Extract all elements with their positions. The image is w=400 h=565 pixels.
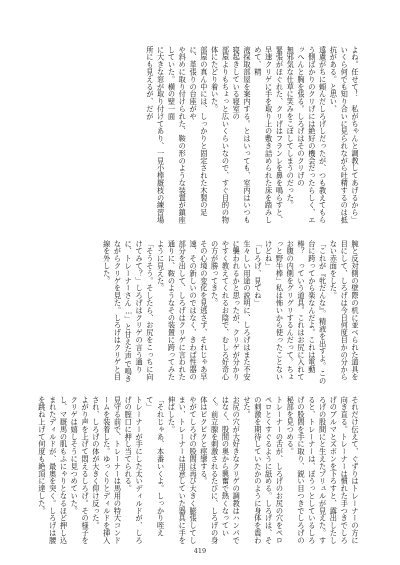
- paragraph: 「そうそう。そしたら、お尻をこっちに向けてみて？」しろげはクリゲの言う通りに、トレーナーさん…」と甘えた声で鳴きながらクリゲを見た。しろげはクリゲと目線を外した。: [102, 240, 155, 383]
- paragraph: トレーナーの舌が、しろげのお尻の穴をペロペロとくすぐるように舐める。しろげは、その刺激を期待していたかのように身体を震わせた。: [243, 396, 285, 544]
- text-column-top: [42, 46, 360, 224]
- paragraph: それだけ伝えて、ぐずりはトレーナーの方に向き直る。トレーナーは慣れた手つきでしろげのブルマとズボンを下ろすと、露出したしろげの股間にと生えたプリュルが見えた。すると、トレーナーは、ぼうっとしているしろげの股間を手に取り、鋭い目つきでしろげの秘部を見つめる。: [286, 396, 360, 544]
- paragraph: 「これが『牝だんな』。精液を出すよ。この台に跨ってから楽なんだよ。これは電動棒？ っていう道具。これはお尻に入れてお腹の内側をグリグリするんだって。ちょっと野牛棒」私は怖いから使ったことないけどね」: [264, 240, 328, 385]
- paragraph: その心境の変化を見逃さず、それじゃあ早速、その新しいのではなく、きわば性器の部分を出して、しろげはクリゲに言われた通りに、鞍のようなその装置に跨ってみたように見えた。: [156, 240, 209, 381]
- paragraph: 部屋の真ん中には、しっかりと固定された木製の足に、革張りの台座がや: [189, 46, 209, 217]
- paragraph: 「それじゃあ、本番いくよ。しっかり咥えて」: [145, 396, 166, 537]
- paragraph: いくら何でも知り合いに見られながら吐精するのは抵抗がある。と思い、: [329, 46, 350, 224]
- paragraph: 液採取部屋を案内する。とはいっても、室内はいつも寝起きしている寝室の: [232, 46, 253, 224]
- paragraph: よね。任せて！ 私がちゃんと調教してあげるから」: [351, 46, 360, 224]
- paragraph: 「しろげ、見てね」: [253, 240, 263, 307]
- paragraph: や斜めに取り付けられた、鞍の形のような装置が鎮座していた。横の壁一面: [167, 46, 188, 224]
- paragraph: し、マ厩馬の肌もふにゃりとなるほど押し込まれたディルドが、最奥を突く。しろげは腰を跳ね上げて何度も絶頂に達した。: [37, 396, 69, 544]
- paragraph: やがてしろげの股間は再び大きく膨張してしまい、トレーナーは用意していた器具に手を伸ばした。: [167, 396, 199, 544]
- text-column-middle: [42, 240, 360, 385]
- paragraph: よがり声を上げて悶えるしろげ。その様子をクリゲは嬉しそうに見つめていた。: [70, 396, 91, 544]
- paragraph: 緊張がほぐれた、クリげはフランレを鼻を鳴らすと、早速クリゲに手を取り上の敷き詰められた床を踏みしめて、精: [253, 46, 285, 224]
- paragraph: 生々しい用途の説明に、しろげはまた不安に襲われるかと思ったが、クリゲが分かりやすく教えてくれるお陰で、むしろ好奇心の方が勝ってきた。: [210, 240, 253, 381]
- page-number: 419: [193, 547, 207, 555]
- paragraph: 部屋よりもちょっと広いくらいなので、すぐ目的の物体にたどり着いた。: [210, 46, 231, 224]
- text-column-bottom: [37, 396, 360, 544]
- paragraph: 無邪気な仕草に笑みをこぼしてしまうのだった。: [286, 46, 296, 209]
- paragraph: 腕と反対側の壁際の机に並べられた道具を目にして、しろげは今日何度目かの分からない赤面をした。: [329, 240, 360, 381]
- paragraph: 遠慮がちに頼んだしろげしだったが、つも教えてもらう側ばかりのクリげには絶好の機会だったらしく、エッへんと胸を張る。しろげはそのクリげの: [297, 46, 328, 224]
- paragraph: に大きな窓が取り付けてあり、一見小棒厩枝の練習場所にも見えるが、だが: [145, 46, 166, 224]
- paragraph: 見守る前で、トレーナーは馬用の特大コンドームを装着した。ゆっくりとディルドを挿入され、しろげの体が大きく仰け反った。: [91, 396, 123, 544]
- paragraph: トレーナーが手にした太いディルドが、しろげの膣口に押し当てられる。: [124, 396, 145, 544]
- paragraph: お尻の穴が大好きなクリゲの調教はハンパではなく、股間の奥から興奮で熱くなっていく。前立腺を刺激されるたびに、しろげの身体はビクビクと痙攣する。: [199, 396, 242, 544]
